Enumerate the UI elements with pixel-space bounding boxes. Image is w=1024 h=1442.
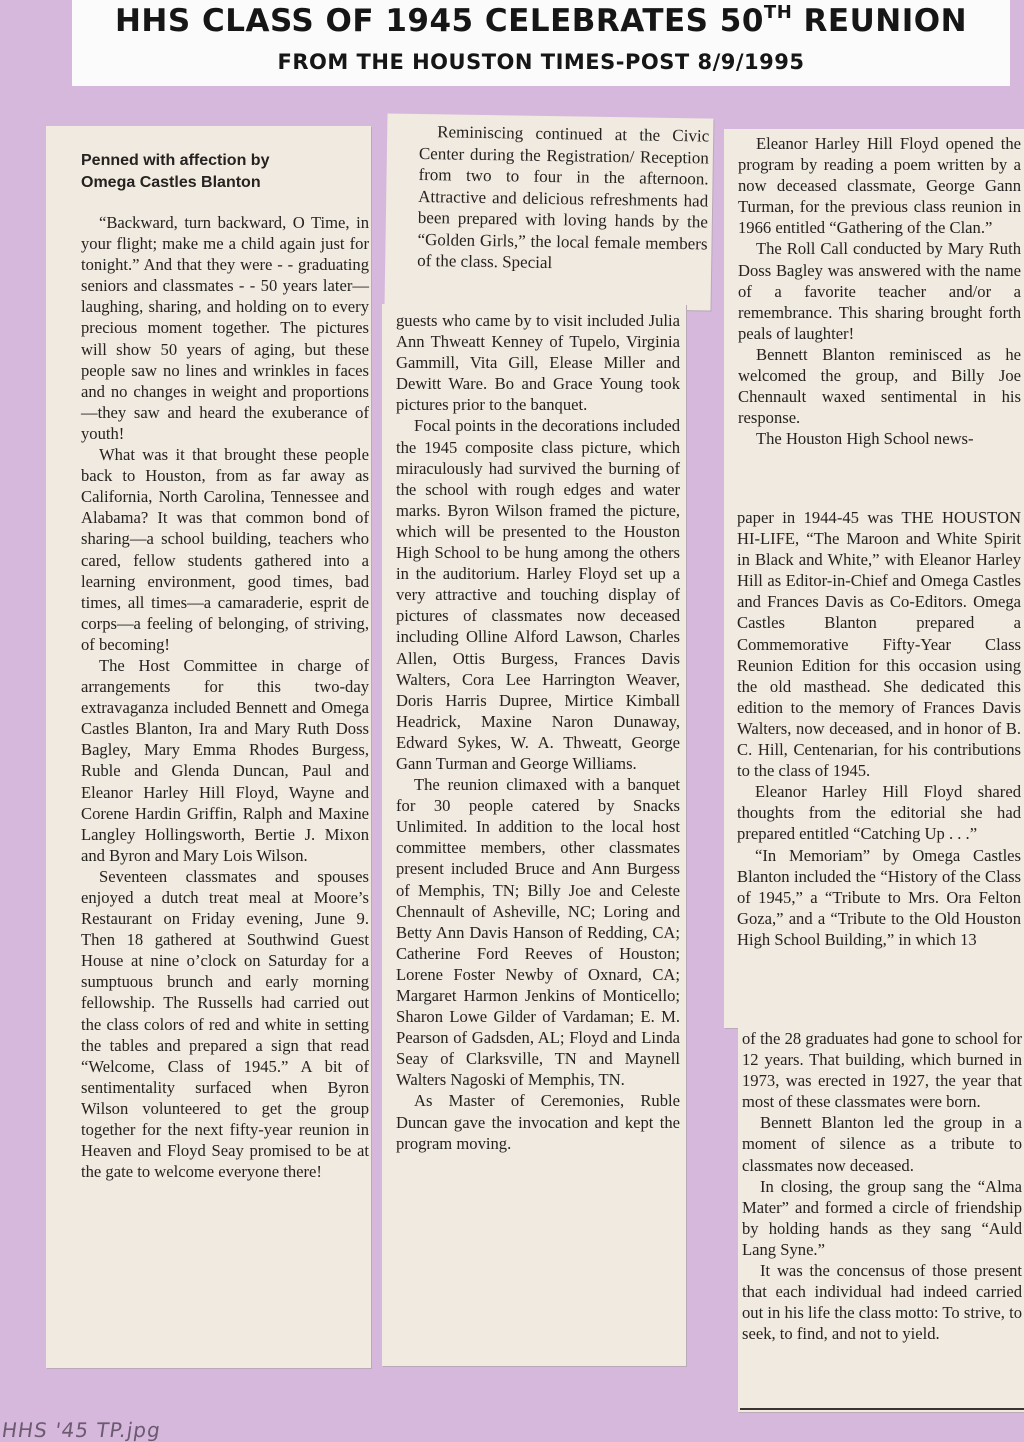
headline: HHS CLASS OF 1945 CELEBRATES 50TH REUNION (114, 2, 968, 39)
paragraph: Focal points in the decorations included the 1945 composite class picture, which miraculously had survived the burning of the school with rough edges and water marks. Byron Wilson framed the picture, which will be presented to the Houston High School to be hung among the others in the auditorium. Harley Floyd set up a very attractive and touching display of pictures of classmates now deceased including Olline Alford Lawson, Charles Allen, Ottis Burgess, Frances Davis Walters, Cora Lee Harrington Weaver, Doris Harris Dupree, Mirtice Kimball Headrick, Maxine Naron Dunaway, Edward Sykes, W. A. Thweatt, George Gann Turman and George Williams. (396, 416, 680, 773)
clipping-column-3-top (724, 129, 1024, 509)
paragraph: Reminiscing continued at the Civic Center during the Registration/ Reception from two to four in the afternoon. Attractive and delicious refreshments had been prepared with loving hands by the “Golden Girls,” the local female members of the class. Special (417, 122, 710, 273)
paragraph: Bennett Blanton reminisced as he welcomed the group, and Billy Joe Chennault waxed sentimental in his response. (738, 344, 1021, 428)
article-column (396, 310, 680, 1154)
paragraph: In closing, the group sang the “Alma Mater” and formed a circle of friendship by holding hands as they sang “Auld Lang Syne.” (742, 1176, 1022, 1259)
paragraph: of the 28 graduates had gone to school for 12 years. That building, which burned in 1973, was erected in 1927, the year that most of these classmates were born. (742, 1029, 1022, 1112)
paragraph: The reunion climaxed with a banquet for 30 people catered by Snacks Unlimited. In addition to the local host committee members, other classmates present included Bruce and Ann Burgess of Memphis, TN; Billy Joe and Celeste Chennault of Asheville, NC; Loring and Betty Ann Davis Hanson of Redding, CA; Catherine Ford Reeves of Houston; Lorene Foster Newby of Oxnard, CA; Margaret Harmon Jenkins of Monticello; Sharon Lowe Gilder of Vardaman; E. M. Pearson of Gadsden, AL; Floyd and Linda Seay of Clarksville, TN and Maynell Walters Nagoski of Memphis, TN. (396, 775, 680, 1090)
paragraph: Eleanor Harley Hill Floyd shared thoughts from the editorial she had prepared entitled “Catching Up . . .” (737, 782, 1021, 844)
paragraph: The Roll Call conducted by Mary Ruth Doss Bagley was answered with the name of a favorite teacher and/or a remembrance. This sharing brought forth peals of laughter! (738, 239, 1021, 343)
paragraph: What was it that brought these people back to Houston, from as far away as California, North Carolina, Tennessee and Alabama? It was that common bond of sharing—a school building, teachers who cared, fellow students gathered into a learning environment, good times, bad times, all times—a camaraderie, esprit de corps—a feeling of belonging, of striving, of becoming! (81, 445, 369, 654)
article-column (738, 133, 1021, 449)
paragraph: The Host Committee in charge of arrangements for this two-day extravaganza included Bennett and Omega Castles Blanton, Ira and Mary Ruth Doss Bagley, Mary Emma Rhodes Burgess, Ruble and Glenda Duncan, Paul and Eleanor Harley Hill Floyd, Wayne and Corene Hardin Griffin, Ralph and Maxine Langley Hollingsworth, Bertie J. Mixon and Byron and Mary Lois Wilson. (81, 655, 369, 865)
paragraph: “In Memoriam” by Omega Castles Blanton included the “History of the Class of 1945,” a “Tribute to Mrs. Ora Felton Goza,” and a “Tribute to the Old Houston High School Building,” in which 13 (737, 845, 1021, 949)
source-line: FROM THE HOUSTON TIMES-POST 8/9/1995 (277, 50, 805, 74)
article-column (742, 1028, 1022, 1344)
article-column (737, 507, 1021, 950)
paragraph: paper in 1944-45 was THE HOUSTON HI-LIFE, “The Maroon and White Spirit in Black and White,” with Eleanor Harley Hill as Editor-in-Chief and Omega Castles and Frances Davis as Co-Editors. Omega Castles Blanton prepared a Commemorative Fifty-Year Class Reunion Edition for this occasion using the old masthead. She dedicated this edition to the memory of Frances Davis Walters, now deceased, and in honor of B. C. Hill, Centenarian, for his contributions to the class of 1945. (737, 508, 1021, 781)
paragraph: Eleanor Harley Hill Floyd opened the program by reading a poem written by a now deceased classmate, George Gann Turman, for the previous class reunion in 1966 entitled “Gathering of the Clan.” (738, 134, 1021, 238)
handwritten-filename: HHS '45 TP.jpg (0, 1418, 163, 1442)
clipping-column-2 (382, 304, 686, 1366)
header-banner (72, 0, 1010, 86)
paragraph: “Backward, turn backward, O Time, in your flight; make me a child again just for tonight.” And that they were - - graduating seniors and classmates - - 50 years later—laughing, sharing, and holding on to every precious moment together. The pictures will show 50 years of aging, but these people saw no lines and wrinkles in faces and no changes in weight and proportions—they saw and heard the exuberance of youth! (81, 213, 369, 443)
clipping-column-3-bottom (738, 1024, 1024, 1412)
clipping-column-3-middle (724, 506, 1024, 1028)
byline: Penned with affection by Omega Castles Blanton (81, 152, 270, 191)
paragraph: Seventeen classmates and spouses enjoyed a dutch treat meal at Moore’s Restaurant on Friday evening, June 9. Then 18 gathered at Southwind Guest House at nine o’clock on Saturday for a sumptuous brunch and early morning fellowship. The Russells had carried out the class colors of red and white in setting the tables and prepared a sign that read “Welcome, Class of 1945.” A bit of sentimentality surfaced when Byron Wilson volunteered to get the group together for the next fifty-year reunion in Heaven and Floyd Seay promised to be at the gate to welcome everyone there! (81, 866, 369, 1182)
paragraph: Bennett Blanton led the group in a moment of silence as a tribute to classmates now deceased. (742, 1113, 1022, 1175)
clipping-column-1 (46, 126, 371, 1368)
article-column (81, 150, 369, 1182)
article-column (417, 121, 709, 276)
paragraph: guests who came by to visit included Julia Ann Thweatt Kenney of Tupelo, Virginia Gammill, Vita Gill, Elease Miller and Dewitt Ware. Bo and Grace Young took pictures prior to the banquet. (396, 311, 680, 415)
paragraph: The Houston High School news- (756, 429, 974, 449)
column-end-rule (740, 1408, 1024, 1410)
paragraph: It was the concensus of those present that each individual had indeed carried out in his life the class motto: To strive, to seek, to find, and not to yield. (742, 1261, 1022, 1344)
paragraph: As Master of Ceremonies, Ruble Duncan gave the invocation and kept the program moving. (396, 1091, 680, 1153)
clipping-column-2-top (385, 113, 714, 310)
